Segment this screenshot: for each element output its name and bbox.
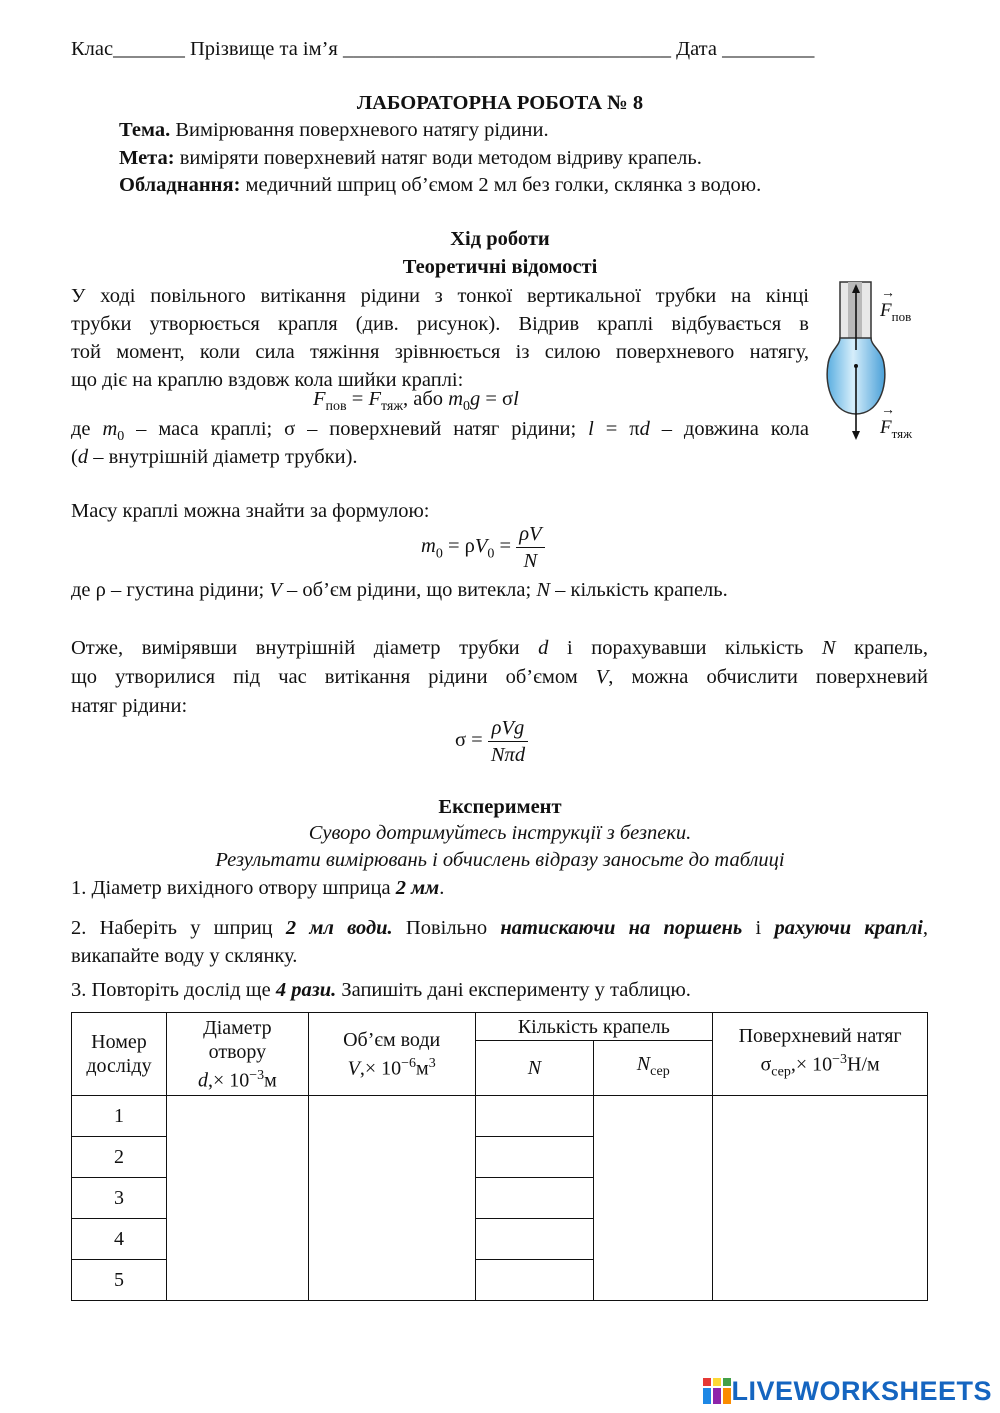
conclusion-line-2: що утворилися під час витікання рідини об’ємом V, можна обчислити поверхневий (71, 666, 928, 688)
drop-figure (818, 280, 938, 450)
formula-surface-tension: σ = $\frac{\text{ρVg}}{\text{Nπd}}$ (455, 716, 528, 767)
row-number-4: 4 (72, 1219, 167, 1260)
goal-line (119, 147, 702, 170)
conclusion-line-3: натяг рідини: (71, 695, 188, 717)
fraction-mass: $\frac{\rho V}{N}$ (516, 522, 544, 573)
date-blank[interactable]: _________ (722, 38, 815, 60)
theory-paragraph (71, 282, 809, 394)
logo-text: LIVEWORKSHEETS (731, 1375, 992, 1406)
topic-text: Вимірювання поверхневого натягу рідини. (175, 119, 549, 141)
formula-force-balance: $F_{пов} = F_{тяж}$, або $m_0g = \sigma l$ (313, 388, 519, 415)
theory-line-4: що діє на краплю вздовж кола шийки краплі: (71, 369, 464, 391)
cell-n-5[interactable] (475, 1260, 594, 1301)
step-2: 2. Наберіть у шприц 2 мл води. Повільно натискаючи на поршень і рахуючи краплі, викапайте воду у склянку. (71, 917, 928, 967)
label-f-tyazh: → $F_{тяж}$ (880, 403, 913, 441)
theory-line-2: трубки утворюється крапля (див. рисунок). Відрив краплі відбувається в (71, 313, 809, 335)
class-blank[interactable]: _______ (113, 38, 185, 60)
theory-heading: Теоретичні відомості (402, 256, 598, 278)
topic-label: Тема. (119, 119, 171, 141)
cell-n-1[interactable] (475, 1096, 594, 1137)
class-label: Клас (71, 38, 114, 60)
fraction-sigma: $\frac{\text{ρVg}}{\text{Nπd}}$ (488, 716, 528, 767)
experiment-heading: Експеримент (438, 796, 562, 818)
equipment-label: Обладнання: (119, 174, 241, 196)
goal-text: виміряти поверхневий натяг води методом відриву крапель. (179, 147, 702, 169)
equipment-text: медичний шприц об’ємом 2 мл без голки, склянка з водою. (245, 174, 762, 196)
row-number-1: 1 (72, 1096, 167, 1137)
cell-volume[interactable] (308, 1096, 475, 1301)
where-line-2: (d – внутрішній діаметр трубки). (71, 446, 358, 468)
name-label: Прізвище та ім’я (189, 38, 338, 60)
cell-sigma-avg[interactable] (713, 1096, 928, 1301)
label-f-pov: → $F_{пов}$ (880, 286, 912, 324)
date-label: Дата (676, 38, 717, 60)
where-line-1: де $m_0$ – маса краплі; σ – поверхневий натяг рідини; l = πd – довжина кола (71, 418, 810, 445)
formula-mass: $m_0 = \rho V_0$ = $\frac{\rho V}{N}$ (421, 522, 545, 573)
name-blank[interactable]: ________________________________ (342, 38, 671, 60)
procedure-heading: Хід роботи (450, 228, 550, 250)
page-title: ЛАБОРАТОРНА РОБОТА № 8 (356, 92, 644, 114)
header-trial-number: Номер досліду (72, 1013, 167, 1096)
header-n: N (475, 1041, 594, 1096)
theory-line-1: У ході повільного витікання рідини з тонкої вертикальної трубки на кінці (71, 285, 809, 307)
header-diameter: Діаметр отвору $d,\times 10^{-3}м$ (166, 1013, 308, 1096)
step-3: 3. Повторіть дослід ще 4 рази. Запишіть дані експерименту у таблицю. (71, 979, 691, 1001)
cell-n-2[interactable] (475, 1137, 594, 1178)
header-n-avg: $N_{сер}$ (594, 1041, 713, 1096)
equipment-line (119, 174, 761, 197)
results-table (71, 1012, 928, 1301)
drop-diagram-svg (818, 280, 938, 450)
liveworksheets-logo (703, 1376, 992, 1406)
record-note: Результати вимірювань і обчислень відразу заносьте до таблиці (215, 849, 785, 871)
cell-n-3[interactable] (475, 1178, 594, 1219)
header-volume: Об’єм води $V,\times 10^{-6}м^3$ (308, 1013, 475, 1096)
step-1: 1. Діаметр вихідного отвору шприца 2 мм. (71, 877, 445, 899)
conclusion-paragraph (71, 634, 928, 721)
where-line-3: де ρ – густина рідини; V – об’єм рідини, що витекла; N – кількість крапель. (71, 579, 728, 601)
cell-n-4[interactable] (475, 1219, 594, 1260)
theory-line-3: той момент, коли сила тяжіння зрівнюється із силою поверхневого натягу, (71, 341, 809, 363)
mass-intro: Масу краплі можна знайти за формулою: (71, 500, 430, 522)
row-number-3: 3 (72, 1178, 167, 1219)
logo-mark-icon (703, 1378, 731, 1404)
safety-note: Суворо дотримуйтесь інструкції з безпеки. (308, 822, 692, 844)
cell-n-avg[interactable] (594, 1096, 713, 1301)
header-drop-count: Кількість крапель (475, 1013, 713, 1041)
cell-diameter[interactable] (166, 1096, 308, 1301)
conclusion-line-1: Отже, вимірявши внутрішній діаметр трубки d і порахувавши кількість N крапель, (71, 637, 928, 659)
header-line (71, 38, 814, 61)
goal-label: Мета: (119, 147, 175, 169)
row-number-5: 5 (72, 1260, 167, 1301)
row-number-2: 2 (72, 1137, 167, 1178)
header-surface-tension: Поверхневий натяг $\sigma_{сер},\times 10^{-3}Н/м$ (713, 1013, 928, 1096)
topic-line (119, 119, 549, 142)
